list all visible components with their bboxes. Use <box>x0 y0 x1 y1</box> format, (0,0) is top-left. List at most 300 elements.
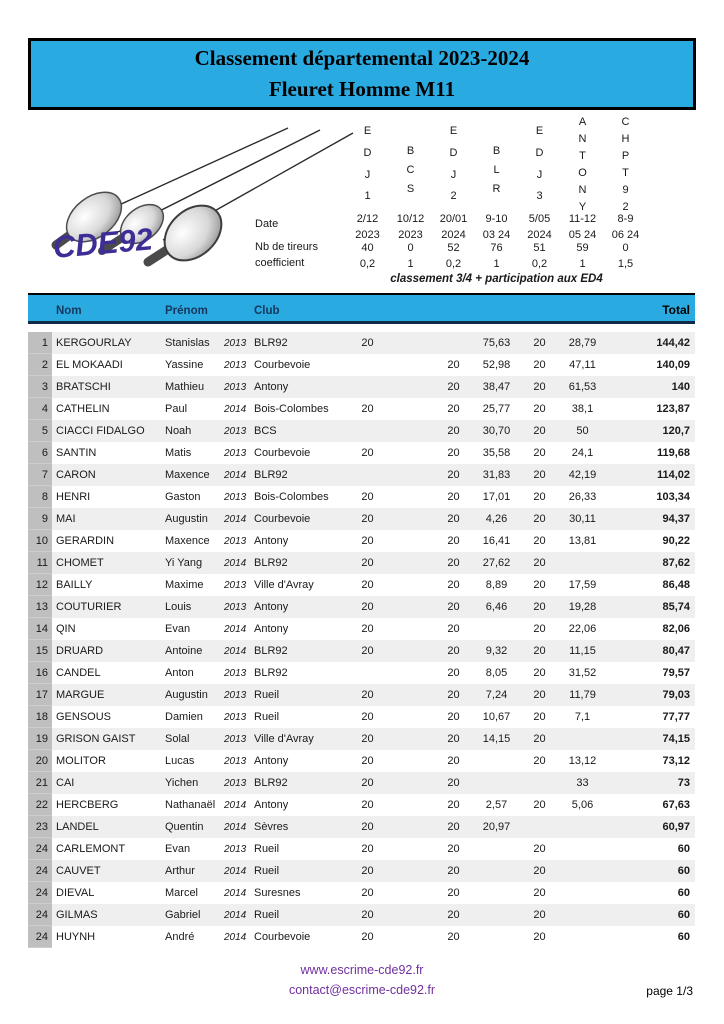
table-row <box>28 882 695 904</box>
rank-cell: 8 <box>28 486 52 508</box>
score-cell-edj2: 20 <box>447 909 460 921</box>
event-code-letters: B C S <box>406 145 415 195</box>
score-cell-edj2: 20 <box>447 931 460 943</box>
score-cell-edj3: 20 <box>533 623 546 635</box>
total-cell: 60 <box>677 887 690 899</box>
score-cell-antony: 13,12 <box>568 755 597 767</box>
table-row <box>28 596 695 618</box>
score-cell-edj1: 20 <box>361 337 374 349</box>
score-cell-edj3: 20 <box>533 711 546 723</box>
prenom-cell: Matis <box>165 447 192 459</box>
score-cell-edj3: 20 <box>533 755 546 767</box>
score-cell-antony: 7,1 <box>574 711 591 723</box>
club-cell: Antony <box>254 601 289 613</box>
nom-cell: HERCBERG <box>56 799 119 811</box>
score-cell-edj2: 20 <box>447 469 460 481</box>
table-row <box>28 420 695 442</box>
rank-cell: 1 <box>28 332 52 354</box>
table-row <box>28 464 695 486</box>
score-cell-edj3: 20 <box>533 887 546 899</box>
table-row <box>28 794 695 816</box>
birthyear-cell: 2013 <box>224 843 247 855</box>
event-nb-tireurs: 52 <box>447 242 460 254</box>
score-cell-edj1: 20 <box>361 843 374 855</box>
score-cell-edj3: 20 <box>533 645 546 657</box>
birthyear-cell: 2014 <box>224 623 247 635</box>
nom-cell: CARON <box>56 469 96 481</box>
club-cell: Courbevoie <box>254 931 311 943</box>
nom-cell: CAUVET <box>56 865 101 877</box>
birthyear-cell: 2014 <box>224 931 247 943</box>
club-cell: Bois-Colombes <box>254 403 329 415</box>
table-row <box>28 838 695 860</box>
score-cell-edj1: 20 <box>361 909 374 921</box>
score-cell-edj3: 20 <box>533 601 546 613</box>
score-cell-edj1: 20 <box>361 513 374 525</box>
total-cell: 94,37 <box>662 513 690 525</box>
rank-cell: 10 <box>28 530 52 552</box>
total-cell: 144,42 <box>656 337 690 349</box>
prenom-cell: Stanislas <box>165 337 210 349</box>
score-cell-blr: 8,89 <box>485 579 508 591</box>
score-cell-edj3: 20 <box>533 865 546 877</box>
club-cell: Courbevoie <box>254 447 311 459</box>
event-nb-tireurs: 0 <box>407 242 414 254</box>
rank-cell: 16 <box>28 662 52 684</box>
event-columns <box>346 112 647 290</box>
score-cell-edj2: 20 <box>447 865 460 877</box>
score-cell-antony: 33 <box>576 777 589 789</box>
nom-cell: DRUARD <box>56 645 104 657</box>
event-date-line1: 10/12 <box>396 213 425 225</box>
score-cell-edj1: 20 <box>361 755 374 767</box>
rank-cell: 7 <box>28 464 52 486</box>
score-cell-blr: 35,58 <box>482 447 511 459</box>
total-cell: 123,87 <box>656 403 690 415</box>
total-cell: 60,97 <box>662 821 690 833</box>
nom-cell: QIN <box>56 623 76 635</box>
score-cell-blr: 25,77 <box>482 403 511 415</box>
prenom-cell: Maxime <box>165 579 204 591</box>
event-number: 3 <box>536 190 543 202</box>
score-cell-blr: 9,32 <box>485 645 508 657</box>
birthyear-cell: 2013 <box>224 579 247 591</box>
score-cell-edj2: 20 <box>447 755 460 767</box>
events-header <box>0 112 724 294</box>
event-number: 2 <box>450 190 457 202</box>
total-cell: 87,62 <box>662 557 690 569</box>
score-cell-edj2: 20 <box>447 557 460 569</box>
event-date-line2: 2024 <box>527 229 552 241</box>
total-cell: 79,03 <box>662 689 690 701</box>
table-row <box>28 508 695 530</box>
prenom-cell: Augustin <box>165 513 208 525</box>
score-cell-edj2: 20 <box>447 447 460 459</box>
event-coefficient: 0,2 <box>445 258 462 270</box>
prenom-cell: André <box>165 931 195 943</box>
prenom-cell: Yassine <box>165 359 204 371</box>
score-cell-antony: 30,11 <box>569 513 596 525</box>
website-link[interactable]: www.escrime-cde92.fr <box>300 963 424 977</box>
club-cell: BCS <box>254 425 277 437</box>
event-nb-tireurs: 59 <box>576 242 589 254</box>
event-date-line2: 06 24 <box>611 229 640 241</box>
col-header-total: Total <box>662 303 690 317</box>
prenom-cell: Evan <box>165 623 191 635</box>
score-cell-edj3: 20 <box>533 359 546 371</box>
rank-cell: 5 <box>28 420 52 442</box>
score-cell-edj2: 20 <box>447 623 460 635</box>
club-cell: Sèvres <box>254 821 289 833</box>
score-cell-antony: 42,19 <box>568 469 597 481</box>
rank-cell: 4 <box>28 398 52 420</box>
score-cell-edj2: 20 <box>447 425 460 437</box>
score-cell-edj3: 20 <box>533 337 546 349</box>
club-cell: BLR92 <box>254 337 288 349</box>
title-line-season: Classement départemental 2023-2024 <box>194 46 530 71</box>
score-cell-edj1: 20 <box>361 601 374 613</box>
score-cell-edj1: 20 <box>361 491 374 503</box>
score-cell-edj2: 20 <box>447 711 460 723</box>
club-cell: Rueil <box>254 843 280 855</box>
score-cell-blr: 8,05 <box>485 667 508 679</box>
score-cell-edj2: 20 <box>447 513 460 525</box>
table-row <box>28 332 695 354</box>
table-row <box>28 926 695 948</box>
event-date-line2: 2023 <box>398 229 423 241</box>
score-cell-antony: 22,06 <box>568 623 597 635</box>
total-cell: 82,06 <box>662 623 690 635</box>
total-cell: 67,63 <box>662 799 690 811</box>
prenom-cell: Yi Yang <box>165 557 203 569</box>
score-cell-blr: 16,41 <box>482 535 511 547</box>
score-cell-edj1: 20 <box>361 447 374 459</box>
event-number: 1 <box>364 190 371 202</box>
table-row <box>28 816 695 838</box>
table-row <box>28 662 695 684</box>
nom-cell: HENRI <box>56 491 91 503</box>
nom-cell: KERGOURLAY <box>56 337 132 349</box>
score-cell-edj2: 20 <box>447 843 460 855</box>
table-row <box>28 860 695 882</box>
score-cell-edj3: 20 <box>533 425 546 437</box>
event-date-line1: 20/01 <box>439 213 468 225</box>
rank-cell: 21 <box>28 772 52 794</box>
birthyear-cell: 2013 <box>224 337 247 349</box>
birthyear-cell: 2014 <box>224 821 247 833</box>
club-cell: Suresnes <box>254 887 301 899</box>
page-number: page 1/3 <box>646 984 693 998</box>
nom-cell: MARGUE <box>56 689 105 701</box>
nom-cell: CIACCI FIDALGO <box>56 425 145 437</box>
prenom-cell: Gaston <box>165 491 201 503</box>
rank-cell: 3 <box>28 376 52 398</box>
prenom-cell: Nathanaël <box>165 799 216 811</box>
prenom-cell: Maxence <box>165 469 210 481</box>
nom-cell: BRATSCHI <box>56 381 111 393</box>
score-cell-edj1: 20 <box>361 711 374 723</box>
col-header-nom: Nom <box>56 305 82 317</box>
prenom-cell: Damien <box>165 711 203 723</box>
prenom-cell: Anton <box>165 667 194 679</box>
score-cell-antony: 31,52 <box>568 667 597 679</box>
date-row-label: Date <box>255 218 279 230</box>
nom-cell: CHOMET <box>56 557 104 569</box>
col-header-club: Club <box>254 305 280 317</box>
club-cell: BLR92 <box>254 557 288 569</box>
club-cell: Rueil <box>254 711 280 723</box>
total-cell: 73 <box>677 777 690 789</box>
birthyear-cell: 2013 <box>224 689 247 701</box>
birthyear-cell: 2014 <box>224 645 247 657</box>
score-cell-edj2: 20 <box>447 821 460 833</box>
score-cell-antony: 19,28 <box>568 601 597 613</box>
score-cell-edj1: 20 <box>361 535 374 547</box>
event-column-antony <box>561 112 604 290</box>
rank-cell: 19 <box>28 728 52 750</box>
score-cell-edj3: 20 <box>533 909 546 921</box>
score-cell-blr: 10,67 <box>482 711 511 723</box>
event-date-line1: 2/12 <box>356 213 379 225</box>
total-cell: 60 <box>677 909 690 921</box>
prenom-cell: Lucas <box>165 755 195 767</box>
rank-cell: 22 <box>28 794 52 816</box>
title-banner <box>28 38 696 110</box>
score-cell-edj3: 20 <box>533 469 546 481</box>
rank-cell: 17 <box>28 684 52 706</box>
score-cell-edj2: 20 <box>447 381 460 393</box>
score-cell-edj2: 20 <box>447 403 460 415</box>
prenom-cell: Gabriel <box>165 909 201 921</box>
birthyear-cell: 2014 <box>224 403 247 415</box>
prenom-cell: Yichen <box>165 777 199 789</box>
event-date-line2: 2024 <box>441 229 466 241</box>
score-cell-edj1: 20 <box>361 931 374 943</box>
score-cell-edj3: 20 <box>533 579 546 591</box>
event-column-blr <box>475 112 518 290</box>
table-row <box>28 904 695 926</box>
birthyear-cell: 2013 <box>224 667 247 679</box>
score-cell-blr: 38,47 <box>482 381 511 393</box>
prenom-cell: Mathieu <box>165 381 205 393</box>
score-cell-blr: 14,15 <box>482 733 511 745</box>
score-cell-edj3: 20 <box>533 557 546 569</box>
birthyear-cell: 2014 <box>224 513 247 525</box>
score-cell-blr: 2,57 <box>485 799 508 811</box>
score-cell-edj2: 20 <box>447 689 460 701</box>
nom-cell: CATHELIN <box>56 403 110 415</box>
total-cell: 80,47 <box>662 645 690 657</box>
event-coefficient: 0,2 <box>531 258 548 270</box>
event-coefficient: 1 <box>493 258 500 270</box>
score-cell-antony: 11,79 <box>569 689 596 701</box>
rank-cell: 15 <box>28 640 52 662</box>
table-row <box>28 750 695 772</box>
score-cell-edj1: 20 <box>361 579 374 591</box>
score-cell-edj3: 20 <box>533 535 546 547</box>
event-column-edj2 <box>432 112 475 290</box>
prenom-cell: Louis <box>165 601 192 613</box>
event-date-line1: 8-9 <box>617 213 634 225</box>
club-cell: Courbevoie <box>254 359 311 371</box>
total-cell: 74,15 <box>662 733 690 745</box>
score-cell-edj2: 20 <box>447 799 460 811</box>
event-date-line1: 5/05 <box>528 213 551 225</box>
birthyear-cell: 2013 <box>224 755 247 767</box>
score-cell-edj3: 20 <box>533 513 546 525</box>
tireurs-row-label: Nb de tireurs <box>255 241 318 253</box>
birthyear-cell: 2014 <box>224 909 247 921</box>
contact-email-link[interactable]: contact@escrime-cde92.fr <box>288 983 436 997</box>
score-cell-edj3: 20 <box>533 799 546 811</box>
total-cell: 140 <box>671 381 690 393</box>
event-code-letters: E D J <box>363 125 372 181</box>
rank-cell: 23 <box>28 816 52 838</box>
prenom-cell: Antoine <box>165 645 203 657</box>
total-cell: 140,09 <box>656 359 690 371</box>
club-cell: Antony <box>254 799 289 811</box>
rank-cell: 24 <box>28 838 52 860</box>
rank-cell: 2 <box>28 354 52 376</box>
prenom-cell: Noah <box>165 425 192 437</box>
nom-cell: GRISON GAIST <box>56 733 136 745</box>
score-cell-edj3: 20 <box>533 689 546 701</box>
club-cell: Ville d'Avray <box>254 733 314 745</box>
club-cell: BLR92 <box>254 667 288 679</box>
score-cell-edj2: 20 <box>447 887 460 899</box>
score-cell-blr: 6,46 <box>485 601 508 613</box>
score-cell-edj2: 20 <box>447 579 460 591</box>
birthyear-cell: 2013 <box>224 381 247 393</box>
nom-cell: BAILLY <box>56 579 93 591</box>
score-cell-edj2: 20 <box>447 359 460 371</box>
table-row <box>28 376 695 398</box>
event-code-letters: E D J <box>535 125 544 181</box>
birthyear-cell: 2014 <box>224 557 247 569</box>
score-cell-edj1: 20 <box>361 733 374 745</box>
score-cell-edj2: 20 <box>447 535 460 547</box>
score-cell-antony: 24,1 <box>571 447 594 459</box>
event-nb-tireurs: 0 <box>622 242 629 254</box>
event-column-bcs <box>389 112 432 290</box>
club-cell: Antony <box>254 535 289 547</box>
table-row <box>28 618 695 640</box>
score-cell-edj3: 20 <box>533 733 546 745</box>
score-cell-blr: 52,98 <box>482 359 511 371</box>
score-cell-blr: 20,97 <box>482 821 511 833</box>
club-cell: Rueil <box>254 865 280 877</box>
total-cell: 79,57 <box>662 667 690 679</box>
event-date-line1: 11-12 <box>568 213 597 225</box>
total-cell: 60 <box>677 931 690 943</box>
score-cell-edj1: 20 <box>361 557 374 569</box>
rank-cell: 24 <box>28 926 52 948</box>
score-cell-antony: 47,11 <box>569 359 596 371</box>
score-cell-antony: 28,79 <box>568 337 597 349</box>
prenom-cell: Evan <box>165 843 191 855</box>
score-cell-blr: 30,70 <box>482 425 511 437</box>
birthyear-cell: 2014 <box>224 799 247 811</box>
score-cell-blr: 17,01 <box>482 491 511 503</box>
birthyear-cell: 2014 <box>224 865 247 877</box>
score-cell-antony: 38,1 <box>571 403 594 415</box>
nom-cell: GILMAS <box>56 909 98 921</box>
score-cell-blr: 31,83 <box>482 469 511 481</box>
birthyear-cell: 2013 <box>224 425 247 437</box>
nom-cell: MAI <box>56 513 76 525</box>
table-row <box>28 552 695 574</box>
table-row <box>28 706 695 728</box>
rank-cell: 12 <box>28 574 52 596</box>
total-cell: 86,48 <box>662 579 690 591</box>
event-code-letters: E D J <box>449 125 458 181</box>
table-row <box>28 684 695 706</box>
total-cell: 120,7 <box>662 425 690 437</box>
club-cell: Courbevoie <box>254 513 311 525</box>
rank-cell: 24 <box>28 882 52 904</box>
rank-cell: 18 <box>28 706 52 728</box>
nom-cell: COUTURIER <box>56 601 122 613</box>
event-coefficient: 1,5 <box>617 258 634 270</box>
score-cell-edj1: 20 <box>361 887 374 899</box>
club-cell: BLR92 <box>254 469 288 481</box>
event-nb-tireurs: 51 <box>533 242 546 254</box>
score-cell-edj1: 20 <box>361 865 374 877</box>
event-date-line2: 05 24 <box>568 229 597 241</box>
event-coefficient: 0,2 <box>359 258 376 270</box>
score-cell-antony: 50 <box>576 425 589 437</box>
nom-cell: LANDEL <box>56 821 99 833</box>
score-cell-edj1: 20 <box>361 645 374 657</box>
nom-cell: GERARDIN <box>56 535 115 547</box>
club-cell: BLR92 <box>254 645 288 657</box>
event-date-line2: 2023 <box>355 229 380 241</box>
score-cell-edj3: 20 <box>533 447 546 459</box>
ranking-table-body <box>28 332 695 948</box>
nom-cell: EL MOKAADI <box>56 359 123 371</box>
score-cell-antony: 17,59 <box>568 579 597 591</box>
score-cell-antony: 13,81 <box>568 535 597 547</box>
club-cell: Rueil <box>254 909 280 921</box>
table-row <box>28 486 695 508</box>
score-cell-blr: 27,62 <box>482 557 511 569</box>
table-row <box>28 442 695 464</box>
birthyear-cell: 2013 <box>224 711 247 723</box>
event-column-chpt92 <box>604 112 647 290</box>
birthyear-cell: 2013 <box>224 535 247 547</box>
table-row <box>28 530 695 552</box>
total-cell: 73,12 <box>662 755 690 767</box>
nom-cell: HUYNH <box>56 931 96 943</box>
club-cell: Rueil <box>254 689 280 701</box>
total-cell: 114,02 <box>656 469 690 481</box>
event-code-letters: B L R <box>492 145 501 195</box>
table-row <box>28 398 695 420</box>
score-cell-edj1: 20 <box>361 799 374 811</box>
event-nb-tireurs: 76 <box>490 242 503 254</box>
nom-cell: CARLEMONT <box>56 843 126 855</box>
ranking-rule-note: classement 3/4 + participation aux ED4 <box>390 273 603 285</box>
table-row <box>28 574 695 596</box>
table-row <box>28 728 695 750</box>
event-date-line2: 03 24 <box>482 229 511 241</box>
club-cell: BLR92 <box>254 777 288 789</box>
title-line-category: Fleuret Homme M11 <box>268 76 456 101</box>
score-cell-antony: 61,53 <box>568 381 597 393</box>
total-cell: 85,74 <box>662 601 690 613</box>
rank-cell: 20 <box>28 750 52 772</box>
score-cell-edj3: 20 <box>533 381 546 393</box>
